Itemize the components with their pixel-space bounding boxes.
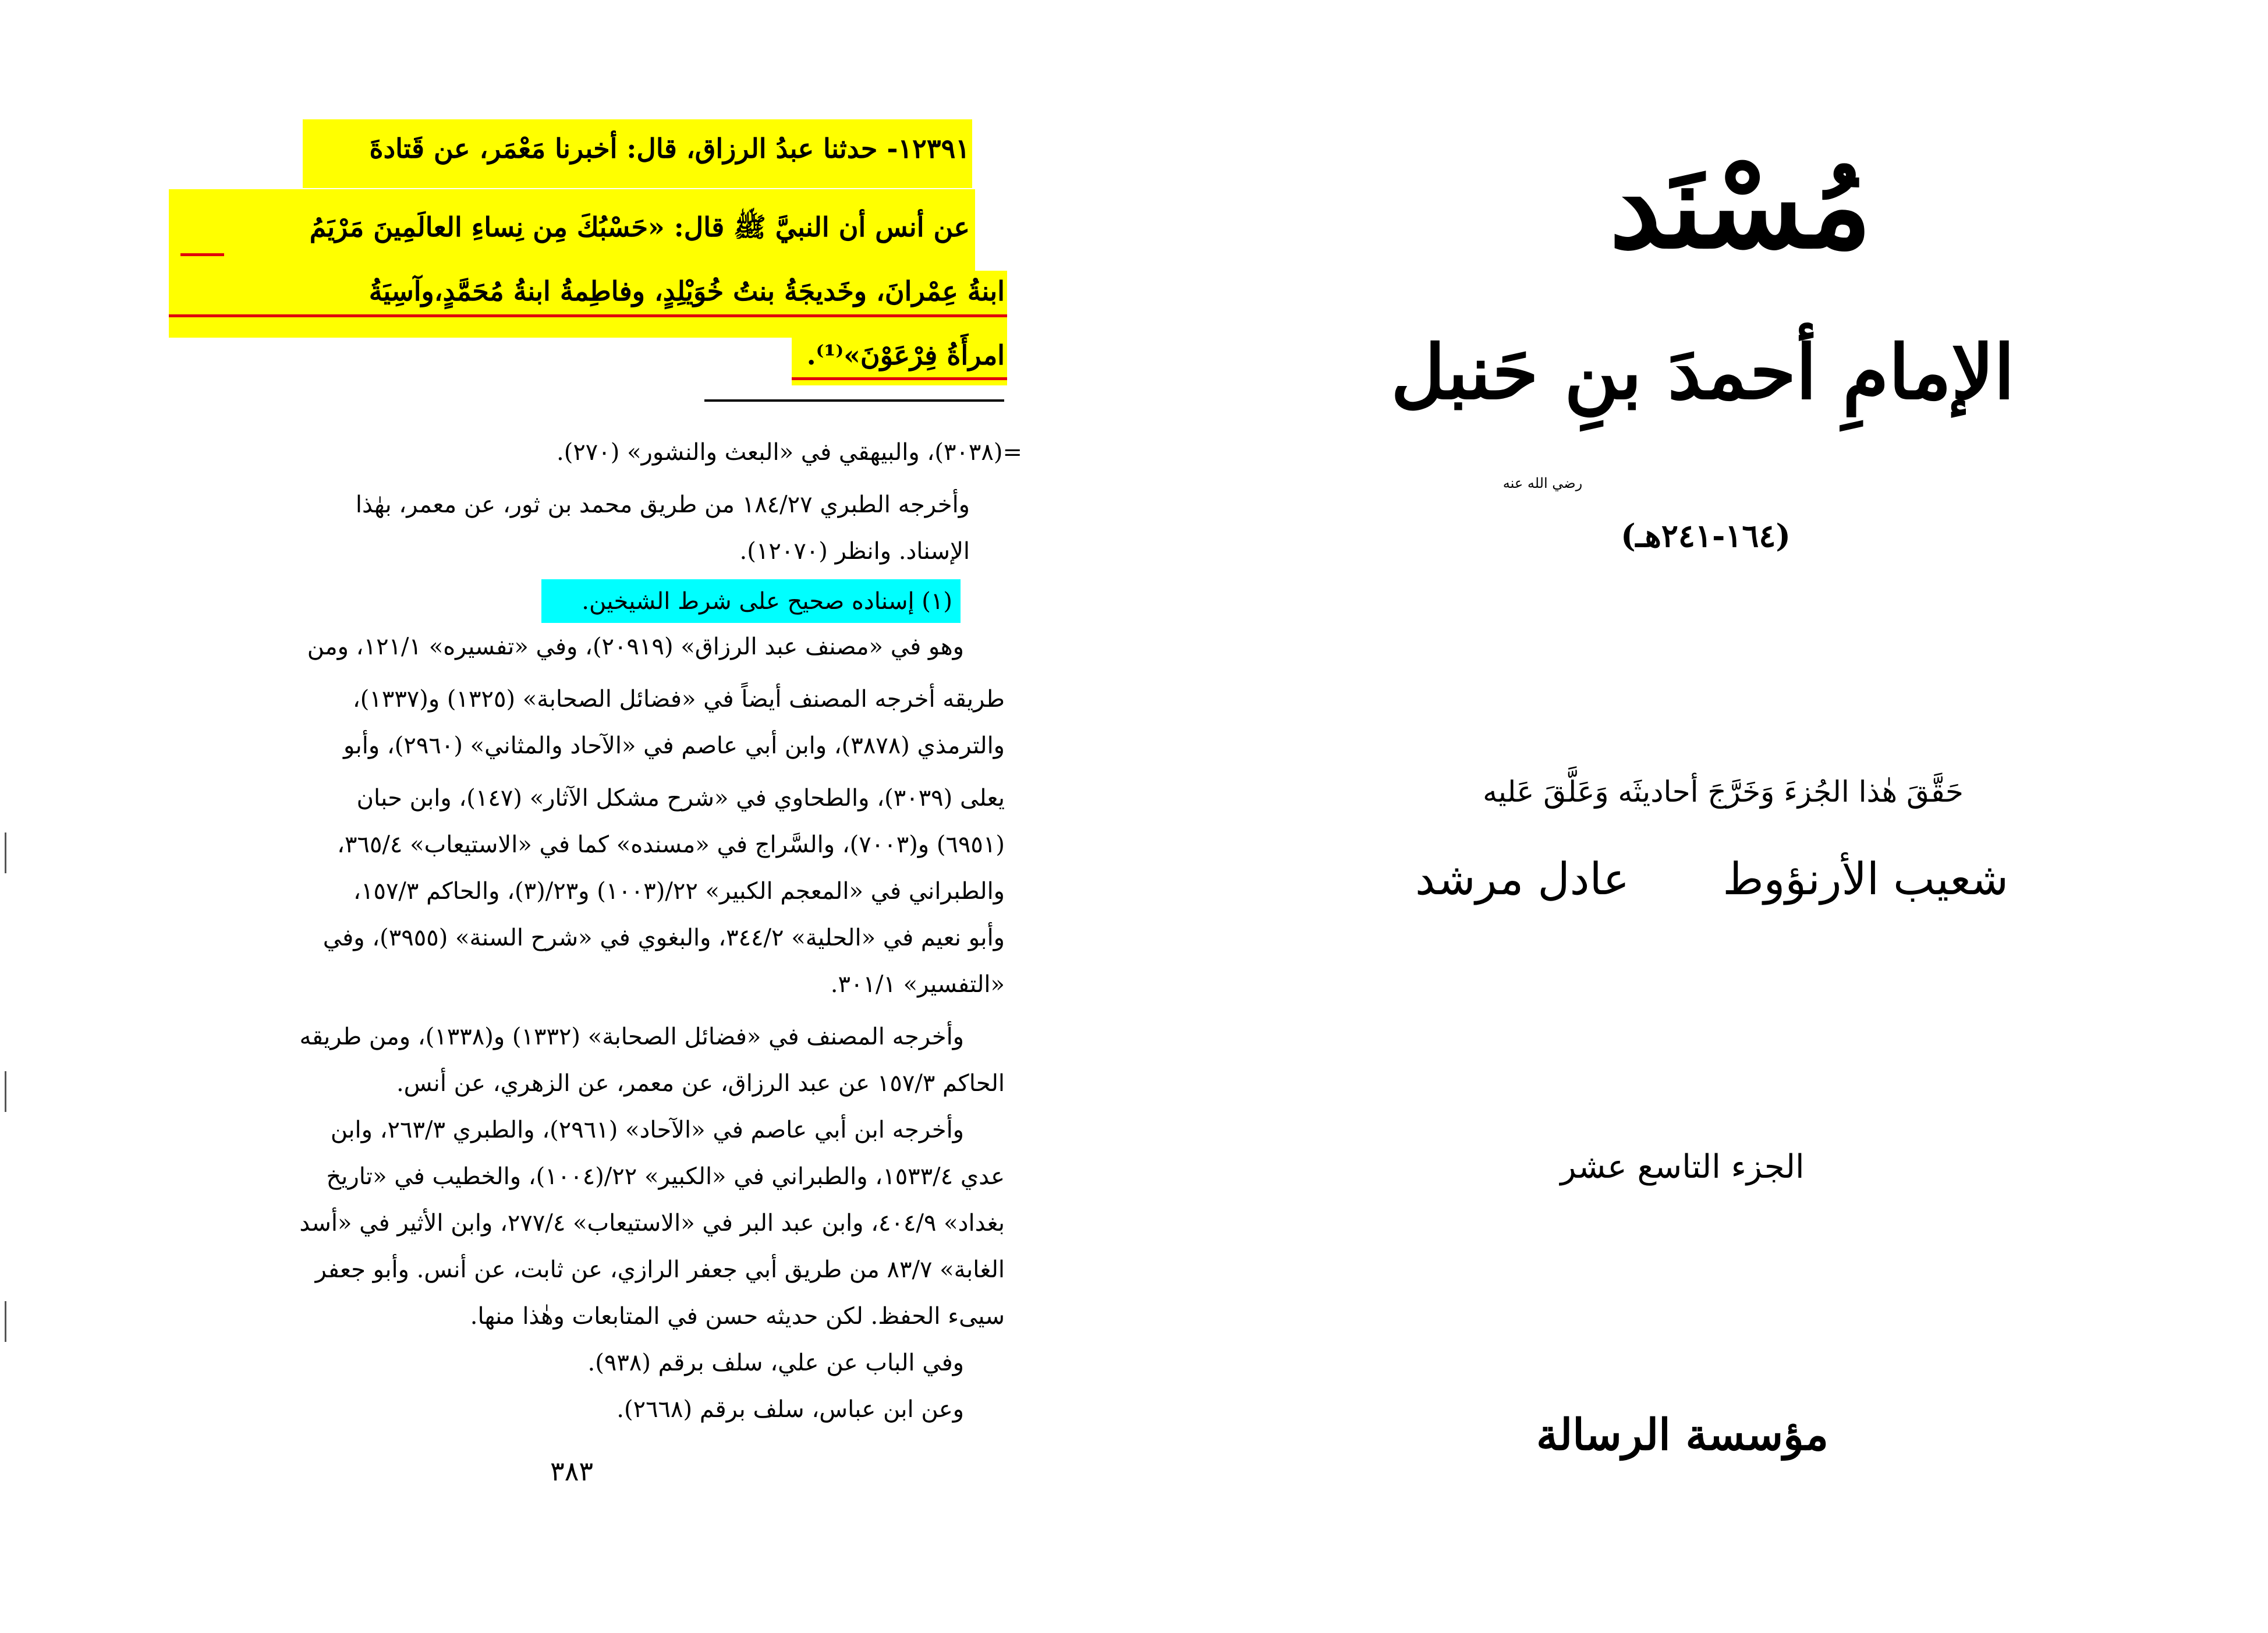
note-para1-line-5: (٦٩٥١) و(٧٠٠٣)، والسَّراج في «مسنده» كما في «الاستيعاب» ٣٦٥/٤، (337, 831, 1005, 858)
underline-3 (792, 377, 1007, 380)
life-dates: (١٦٤-٢٤١هـ) (1621, 517, 1791, 554)
hadith-line-2: عن أنس أن النبيَّ ﷺ قال: «حَسْبُكَ مِن نِساءِ العالَمِينَ مَرْيَمُ (309, 211, 970, 243)
note-para2-line-1: وأخرجه المصنف في «فضائل الصحابة» (١٣٣٢) و(١٣٣٨)، ومن طريقه (299, 1023, 964, 1050)
hadith-line-4: امرأَةُ فِرْعَوْنَ»⁽¹⁾. (806, 339, 1005, 371)
note-prev-line-3: الإسناد. وانظر (١٢٠٧٠). (739, 538, 970, 565)
note-para3-line-1: وأخرجه ابن أبي عاصم في «الآحاد» (٢٩٦١)، والطبري ٢٦٣/٣، وابن (330, 1117, 964, 1143)
footnote-head: (١) إسناده صحيح على شرط الشيخين. (582, 588, 952, 615)
underline-2 (169, 314, 1007, 317)
note-para3-line-5: سيىء الحفظ. لكن حديثه حسن في المتابعات وهٰذا منها. (470, 1303, 1005, 1330)
hadith-line-3: ابنةُ عِمْرانَ، وخَديجَةُ بنتُ خُوَيْلِدٍ، وفاطِمةُ ابنةُ مُحَمَّدٍ،وآسِيَةُ (368, 275, 1005, 307)
note-para1-line-7: وأبو نعيم في «الحلية» ٣٤٤/٢، والبغوي في «شرح السنة» (٣٩٥٥)، وفي (323, 924, 1005, 951)
volume-label: الجزء التاسع عشر (1560, 1148, 1805, 1186)
publisher-name: مؤسسة الرسالة (1536, 1410, 1829, 1460)
note-para1-line-3: والترمذي (٣٨٧٨)، وابن أبي عاصم في «الآحاد والمثاني» (٢٩٦٠)، وأبو (343, 732, 1005, 759)
note-para4-line-2: وعن ابن عباس، سلف برقم (٢٦٦٨). (616, 1396, 964, 1423)
margin-mark-3 (5, 1301, 6, 1342)
margin-mark-2 (5, 1071, 6, 1112)
underline-1 (180, 253, 224, 256)
note-para1-line-6: والطبراني في «المعجم الكبير» ٢٢/(١٠٠٣) و٢٣/(٣)، والحاكم ١٥٧/٣، (353, 878, 1005, 905)
note-prev-line-2: وأخرجه الطبري ١٨٤/٢٧ من طريق محمد بن ثور، عن معمر، بهٰذا (355, 491, 970, 518)
hadith-line-1: ١٢٣٩١- حدثنا عبدُ الرزاق، قال: أخبرنا مَعْمَر، عن قَتادةَ (369, 133, 970, 164)
editors-caption: حَقَّقَ هٰذا الجُزءَ وَخَرَّجَ أحاديثَه وَعَلَّقَ عَليه (1483, 775, 1964, 809)
note-para1-line-4: يعلى (٣٠٣٩)، والطحاوي في «شرح مشكل الآثار» (١٤٧)، وابن حبان (356, 785, 1005, 812)
footnote-separator (704, 399, 1004, 402)
book-title-musnad: مُسْنَد (1609, 138, 1872, 275)
note-para3-line-4: الغابة» ٨٣/٧ من طريق أبي جعفر الرازي، عن ثابت، عن أنس. وأبو جعفر (315, 1256, 1005, 1283)
book-title-imam: الإمامِ أحمدَ بنِ حَنبل (1391, 329, 2015, 416)
editor-shuayb: شعيب الأرنؤوط (1723, 853, 2008, 905)
note-para4-line-1: وفي الباب عن علي، سلف برقم (٩٣٨). (587, 1349, 964, 1376)
honorific: رضي الله عنه (1502, 475, 1583, 491)
note-prev-line-1: =(٣٠٣٨)، والبيهقي في «البعث والنشور» (٢٧٠). (556, 439, 1022, 466)
note-para1-line-8: «التفسير» ٣٠١/١. (830, 971, 1005, 998)
note-para1-line-2: طريقه أخرجه المصنف أيضاً في «فضائل الصحابة» (١٣٢٥) و(١٣٣٧)، (352, 686, 1005, 713)
note-para3-line-2: عدي ١٥٣٣/٤، والطبراني في «الكبير» ٢٢/(١٠٠٤)، والخطيب في «تاريخ (326, 1163, 1005, 1190)
margin-mark-1 (5, 833, 6, 873)
note-para2-line-2: الحاكم ١٥٧/٣ عن عبد الرزاق، عن معمر، عن الزهري، عن أنس. (396, 1070, 1005, 1097)
note-para3-line-3: بغداد» ٤٠٤/٩، وابن عبد البر في «الاستيعاب» ٢٧٧/٤، وابن الأثير في «أسد (299, 1210, 1005, 1237)
editor-adel: عادل مرشد (1415, 853, 1629, 905)
page-number: ٣٨٣ (550, 1455, 594, 1487)
note-para1-line-1: وهو في «مصنف عبد الرزاق» (٢٠٩١٩)، وفي «تفسيره» ١٢١/١، ومن (307, 633, 964, 660)
